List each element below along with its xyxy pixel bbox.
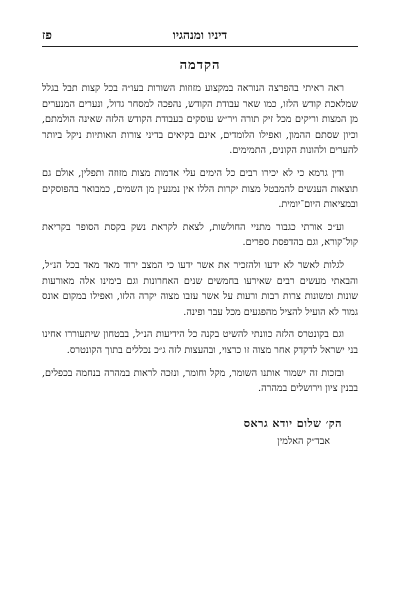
page-number: פז: [42, 28, 52, 42]
section-heading: הקדמה: [179, 58, 221, 73]
running-title: דיניו ומנהגיו: [172, 28, 228, 42]
paragraph: וע״כ אורתי כגבור מתניי החולשות, לצאת לקראת נשק בקסת הסופר בקריאת קול־קורא, וגם בהדפסת ספרים.: [42, 221, 358, 249]
page-header: [42, 28, 358, 47]
paragraph: ובזכות זה ישמור אותנו השומר, מקל וחומר, ונזכה לראות במהרה בנחמה בכפלים, בבנין ציון וירושלים במהרה.: [42, 367, 358, 395]
body-text: [42, 81, 358, 397]
paragraph: ראה ראיתי בהפרצה הנוראה במקצוע מזוזות השורות בעו״ה בכל קצות תבל בגלל שמלאכת קודש הלזו, כמו שאר עבודת הקודש, נהפכה למסחר גדול, ונערים המנערים מן המצות וריקים מכל זיק תורה ויר״ש עוסקים בעבודת הקודש הלזה שאינה הולמתם, וכיון שסתם ההמון, ואפילו הלומדים, אינם בקיאים בדיני צורות האותיות ניקל ביותר להערים ולהונות הקונים, התמימים.: [42, 83, 358, 157]
paragraph: לגלות לאשר לא ידעו ולהזכיר את אשר ידעו כי המצב ירוד מאד מאד בכל הנ״ל, והבאתי מעשים רבים שאירעו בחמשים שנים האחרונות וגם בימינו אלה מאורעות שונות ומשונות צרות רבות ורעות על אשר עזבו מצוה יקרה הלזו, ואפילו במקום אונס גמור לא הועיל להציל מהפגעים מכל עבר ופינה.: [42, 259, 358, 318]
signature-title: אבד״ק האלמין: [277, 435, 330, 447]
signature-name: הק׳ שלום יודא גראס: [243, 416, 342, 430]
paragraph: ודין גרמא כי לא יכירו רבים כל הימים עלי אדמות מצות מזוזה ותפלין, אולם גם תוצאות הענשים להמבטל מצות יקרות הללו אין נמנעין מן השמים, כמבואר בהפוסקים ובמציאות היום־יומית.: [42, 167, 358, 211]
paragraph: וגם בקונטרס הלזה כוונתי להשיט בקנה כל הידיעות הנ״ל, בבטחון שיתעוררו אחינו בני ישראל לדקדק אחר מצוה זו כרצוי, ובהעצות לזה ג״כ נכללים בתוך הקונטרס.: [42, 329, 358, 356]
signature-block: [42, 417, 358, 447]
